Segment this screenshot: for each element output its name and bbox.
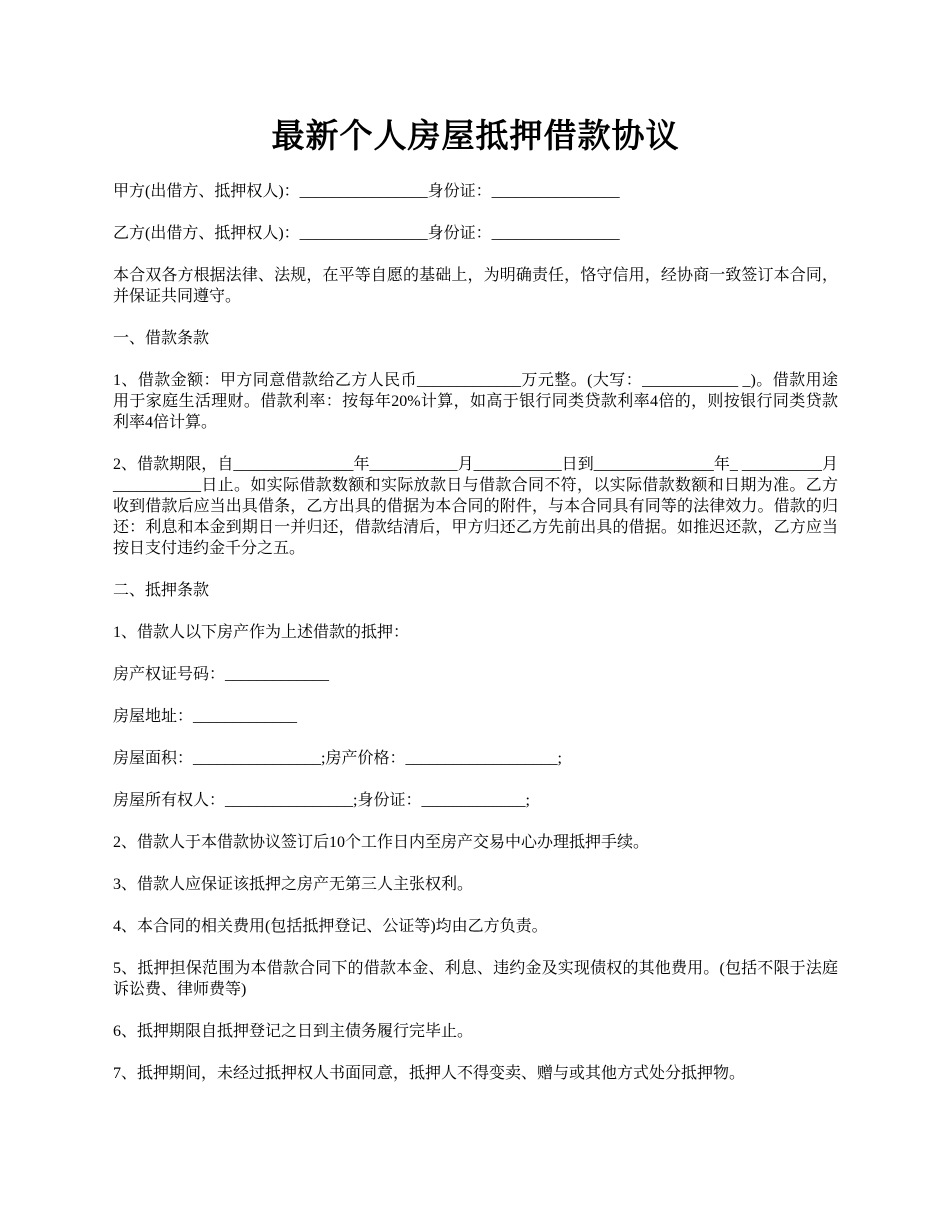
clause-guarantee-scope: 5、抵押担保范围为本借款合同下的借款本金、利息、违约金及实现债权的其他费用。(包括不限于法庭诉讼费、律师费等)	[113, 960, 838, 998]
field-property-certificate: 房产权证号码：_____________	[113, 666, 330, 683]
clause-disposal-restriction: 7、抵押期间，未经过抵押权人书面同意，抵押人不得变卖、赠与或其他方式处分抵押物。	[113, 1065, 746, 1082]
clause-no-third-party-claims: 3、借款人应保证该抵押之房产无第三人主张权利。	[113, 876, 474, 893]
clause-mortgage-period: 6、抵押期限自抵押登记之日到主债务履行完毕止。	[113, 1023, 474, 1040]
field-owner-id: 房屋所有权人：________________;身份证：_____________;	[113, 792, 530, 809]
section-heading-loan-terms: 一、借款条款	[113, 330, 210, 347]
party-a-line: 甲方(出借方、抵押权人)：________________身份证：________________	[113, 183, 620, 200]
clause-loan-term: 2、借款期限，自_______________年___________月___________日到_______________年_ __________月___________日止。如实际借款数额和实际放款日与借款合同不符，以实际借款数额和日期为准。乙方收到借款后应当出具借条，乙方出具的借据为本合同的附件，与本合同具有同等的法律效力。借款的归还：利息和本金到期日一并归还，借款结清后，甲方归还乙方先前出具的借据。如推迟还款，乙方应当按日支付违约金千分之五。	[113, 456, 838, 557]
clause-mortgage-property: 1、借款人以下房产作为上述借款的抵押：	[113, 624, 410, 641]
party-b-line: 乙方(出借方、抵押权人)：________________身份证：________________	[113, 225, 620, 242]
clause-mortgage-registration: 2、借款人于本借款协议签订后10个工作日内至房产交易中心办理抵押手续。	[113, 834, 650, 851]
clause-fees: 4、本合同的相关费用(包括抵押登记、公证等)均由乙方负责。	[113, 918, 548, 935]
preamble-paragraph: 本合双各方根据法律、法规，在平等自愿的基础上，为明确责任，恪守信用，经协商一致签订本合同，并保证共同遵守。	[113, 267, 838, 305]
field-property-address: 房屋地址：_____________	[113, 708, 298, 725]
section-heading-mortgage-terms: 二、抵押条款	[113, 582, 210, 599]
clause-loan-amount: 1、借款金额：甲方同意借款给乙方人民币_____________万元整。(大写：____________ _)。借款用途用于家庭生活理财。借款利率：按每年20%计算，如高于银行同类贷款利率4倍的，则按银行同类贷款利率4倍计算。	[113, 372, 838, 431]
document-title: 最新个人房屋抵押借款协议	[271, 116, 680, 155]
field-area-price: 房屋面积：________________;房产价格：___________________;	[113, 750, 562, 767]
